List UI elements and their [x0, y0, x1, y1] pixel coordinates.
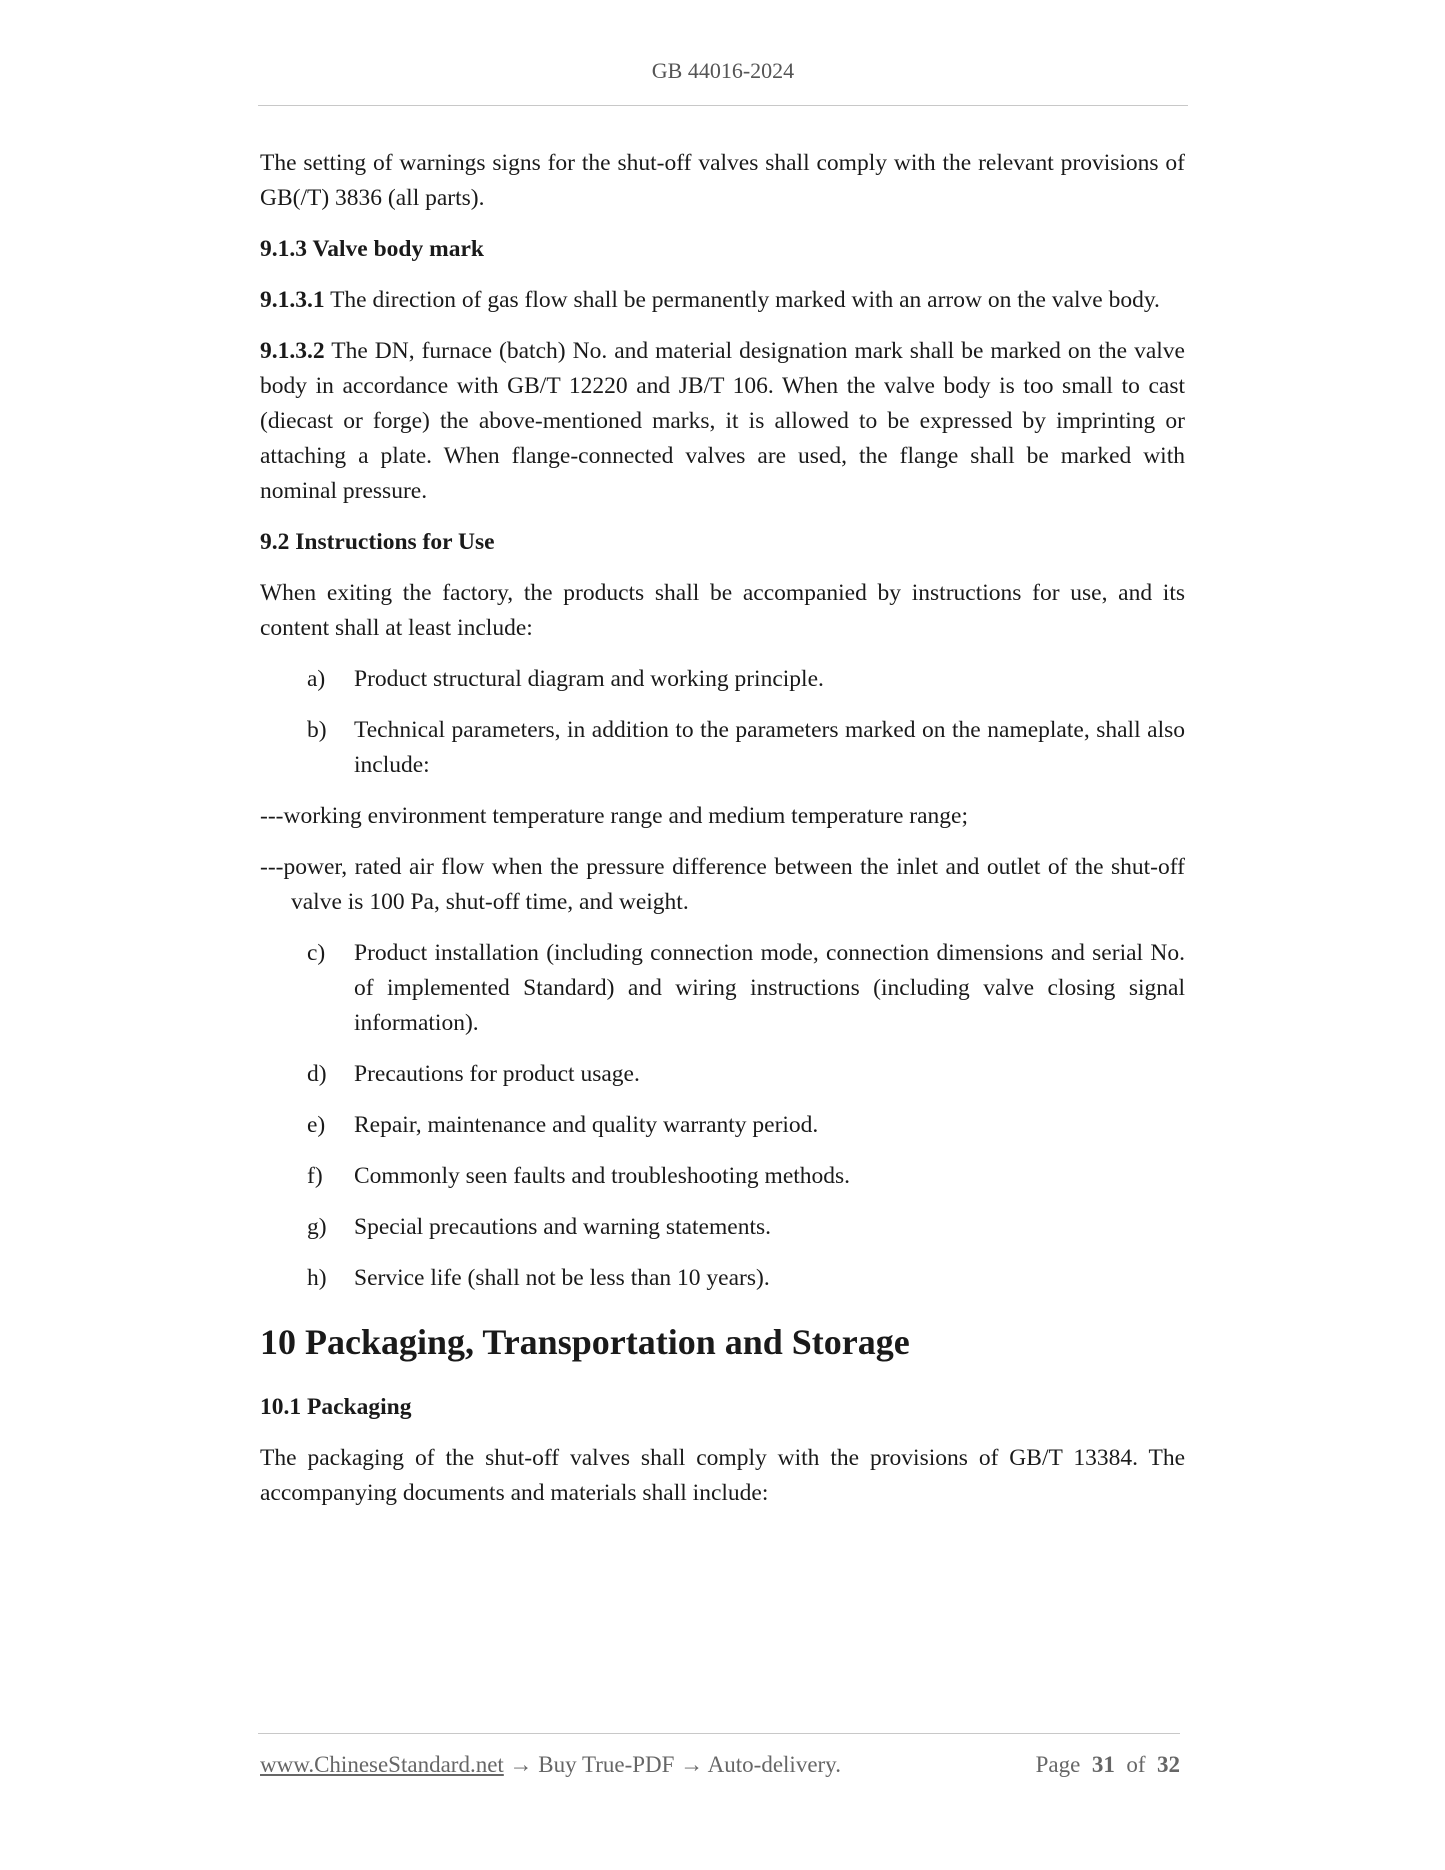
header-divider: [258, 105, 1188, 106]
footer-links: [260, 1752, 841, 1778]
list-marker: f): [307, 1163, 323, 1189]
page-number: [1036, 1752, 1180, 1778]
list-marker: a): [307, 666, 326, 692]
list-marker: b): [307, 717, 327, 743]
list-item-text: Repair, maintenance and quality warranty period.: [354, 1112, 819, 1138]
list-item: [260, 936, 1185, 1041]
list-marker: e): [307, 1112, 326, 1138]
heading-10: 10 Packaging, Transportation and Storage: [260, 1322, 910, 1362]
list-item: [260, 713, 1185, 783]
arrow-icon: →: [509, 1752, 533, 1777]
clause-9-1-3-2: [260, 334, 1185, 509]
clause-text: The DN, furnace (batch) No. and material designation mark shall be marked on the valve body in accordance with GB/T 12220 and JB/T 106. When the valve body is too small to cast (diecast or forge) the above-mentioned marks, it is allowed to be expressed by imprinting or attaching a plate. When flange-connected valves are used, the flange shall be marked with nominal pressure.: [260, 338, 1185, 504]
paragraph-warning-signs: The setting of warnings signs for the shut-off valves shall comply with the relevant provisions of GB(/T) 3836 (all parts).: [260, 150, 1185, 211]
list-marker: d): [307, 1061, 327, 1087]
list-marker: g): [307, 1214, 327, 1240]
list-item-text: Technical parameters, in addition to the parameters marked on the nameplate, shall also include:: [354, 717, 1185, 778]
list-item-text: Special precautions and warning statements.: [354, 1214, 771, 1240]
heading-9-2: 9.2 Instructions for Use: [260, 529, 495, 555]
list-marker: c): [307, 940, 326, 966]
footer-divider: [258, 1733, 1180, 1734]
list-item: [260, 1261, 1185, 1296]
paragraph-instructions: When exiting the factory, the products shall be accompanied by instructions for use, and its content shall at least include:: [260, 580, 1185, 641]
list-item-text: Product installation (including connection mode, connection dimensions and serial No. of implemented Standard) and wiring instructions (including valve closing signal information).: [354, 940, 1185, 1036]
list-item-text: Precautions for product usage.: [354, 1061, 640, 1087]
heading-9-1-3: 9.1.3 Valve body mark: [260, 236, 484, 262]
total-pages: 32: [1157, 1752, 1180, 1777]
list-marker: h): [307, 1265, 327, 1291]
heading-10-1: 10.1 Packaging: [260, 1394, 412, 1420]
page-label: Page: [1035, 1752, 1081, 1777]
sub-item: ---working environment temperature range and medium temperature range;: [260, 803, 968, 829]
clause-9-1-3-1: [260, 283, 1185, 318]
clause-number: 9.1.3.1: [260, 287, 325, 313]
list-item-text: Commonly seen faults and troubleshooting methods.: [354, 1163, 851, 1189]
page-content: [260, 146, 1185, 1511]
website-link[interactable]: www.ChineseStandard.net: [260, 1752, 504, 1777]
paragraph-packaging: The packaging of the shut-off valves shall comply with the provisions of GB/T 13384. The accompanying documents and materials shall include:: [260, 1445, 1185, 1506]
list-item-text: Service life (shall not be less than 10 years).: [354, 1265, 770, 1291]
of-label: of: [1126, 1752, 1146, 1777]
clause-text: The direction of gas flow shall be permanently marked with an arrow on the valve body.: [324, 287, 1160, 313]
list-item: [260, 1210, 1185, 1245]
list-item: [260, 1057, 1185, 1092]
buy-pdf-text: Buy True-PDF: [532, 1752, 681, 1777]
current-page: 31: [1091, 1752, 1115, 1777]
list-item: [260, 662, 1185, 697]
list-item-text: Product structural diagram and working principle.: [354, 666, 824, 692]
sub-item: ---power, rated air flow when the pressure difference between the inlet and outlet of the shut-off valve is 100 Pa, shut-off time, and weight.: [260, 854, 1185, 915]
arrow-icon: →: [680, 1752, 704, 1777]
list-item: [260, 1159, 1185, 1194]
list-item: [260, 1108, 1185, 1143]
auto-delivery-text: Auto-delivery.: [703, 1752, 841, 1777]
clause-number: 9.1.3.2: [260, 338, 325, 364]
page-header: GB 44016-2024: [651, 58, 795, 83]
